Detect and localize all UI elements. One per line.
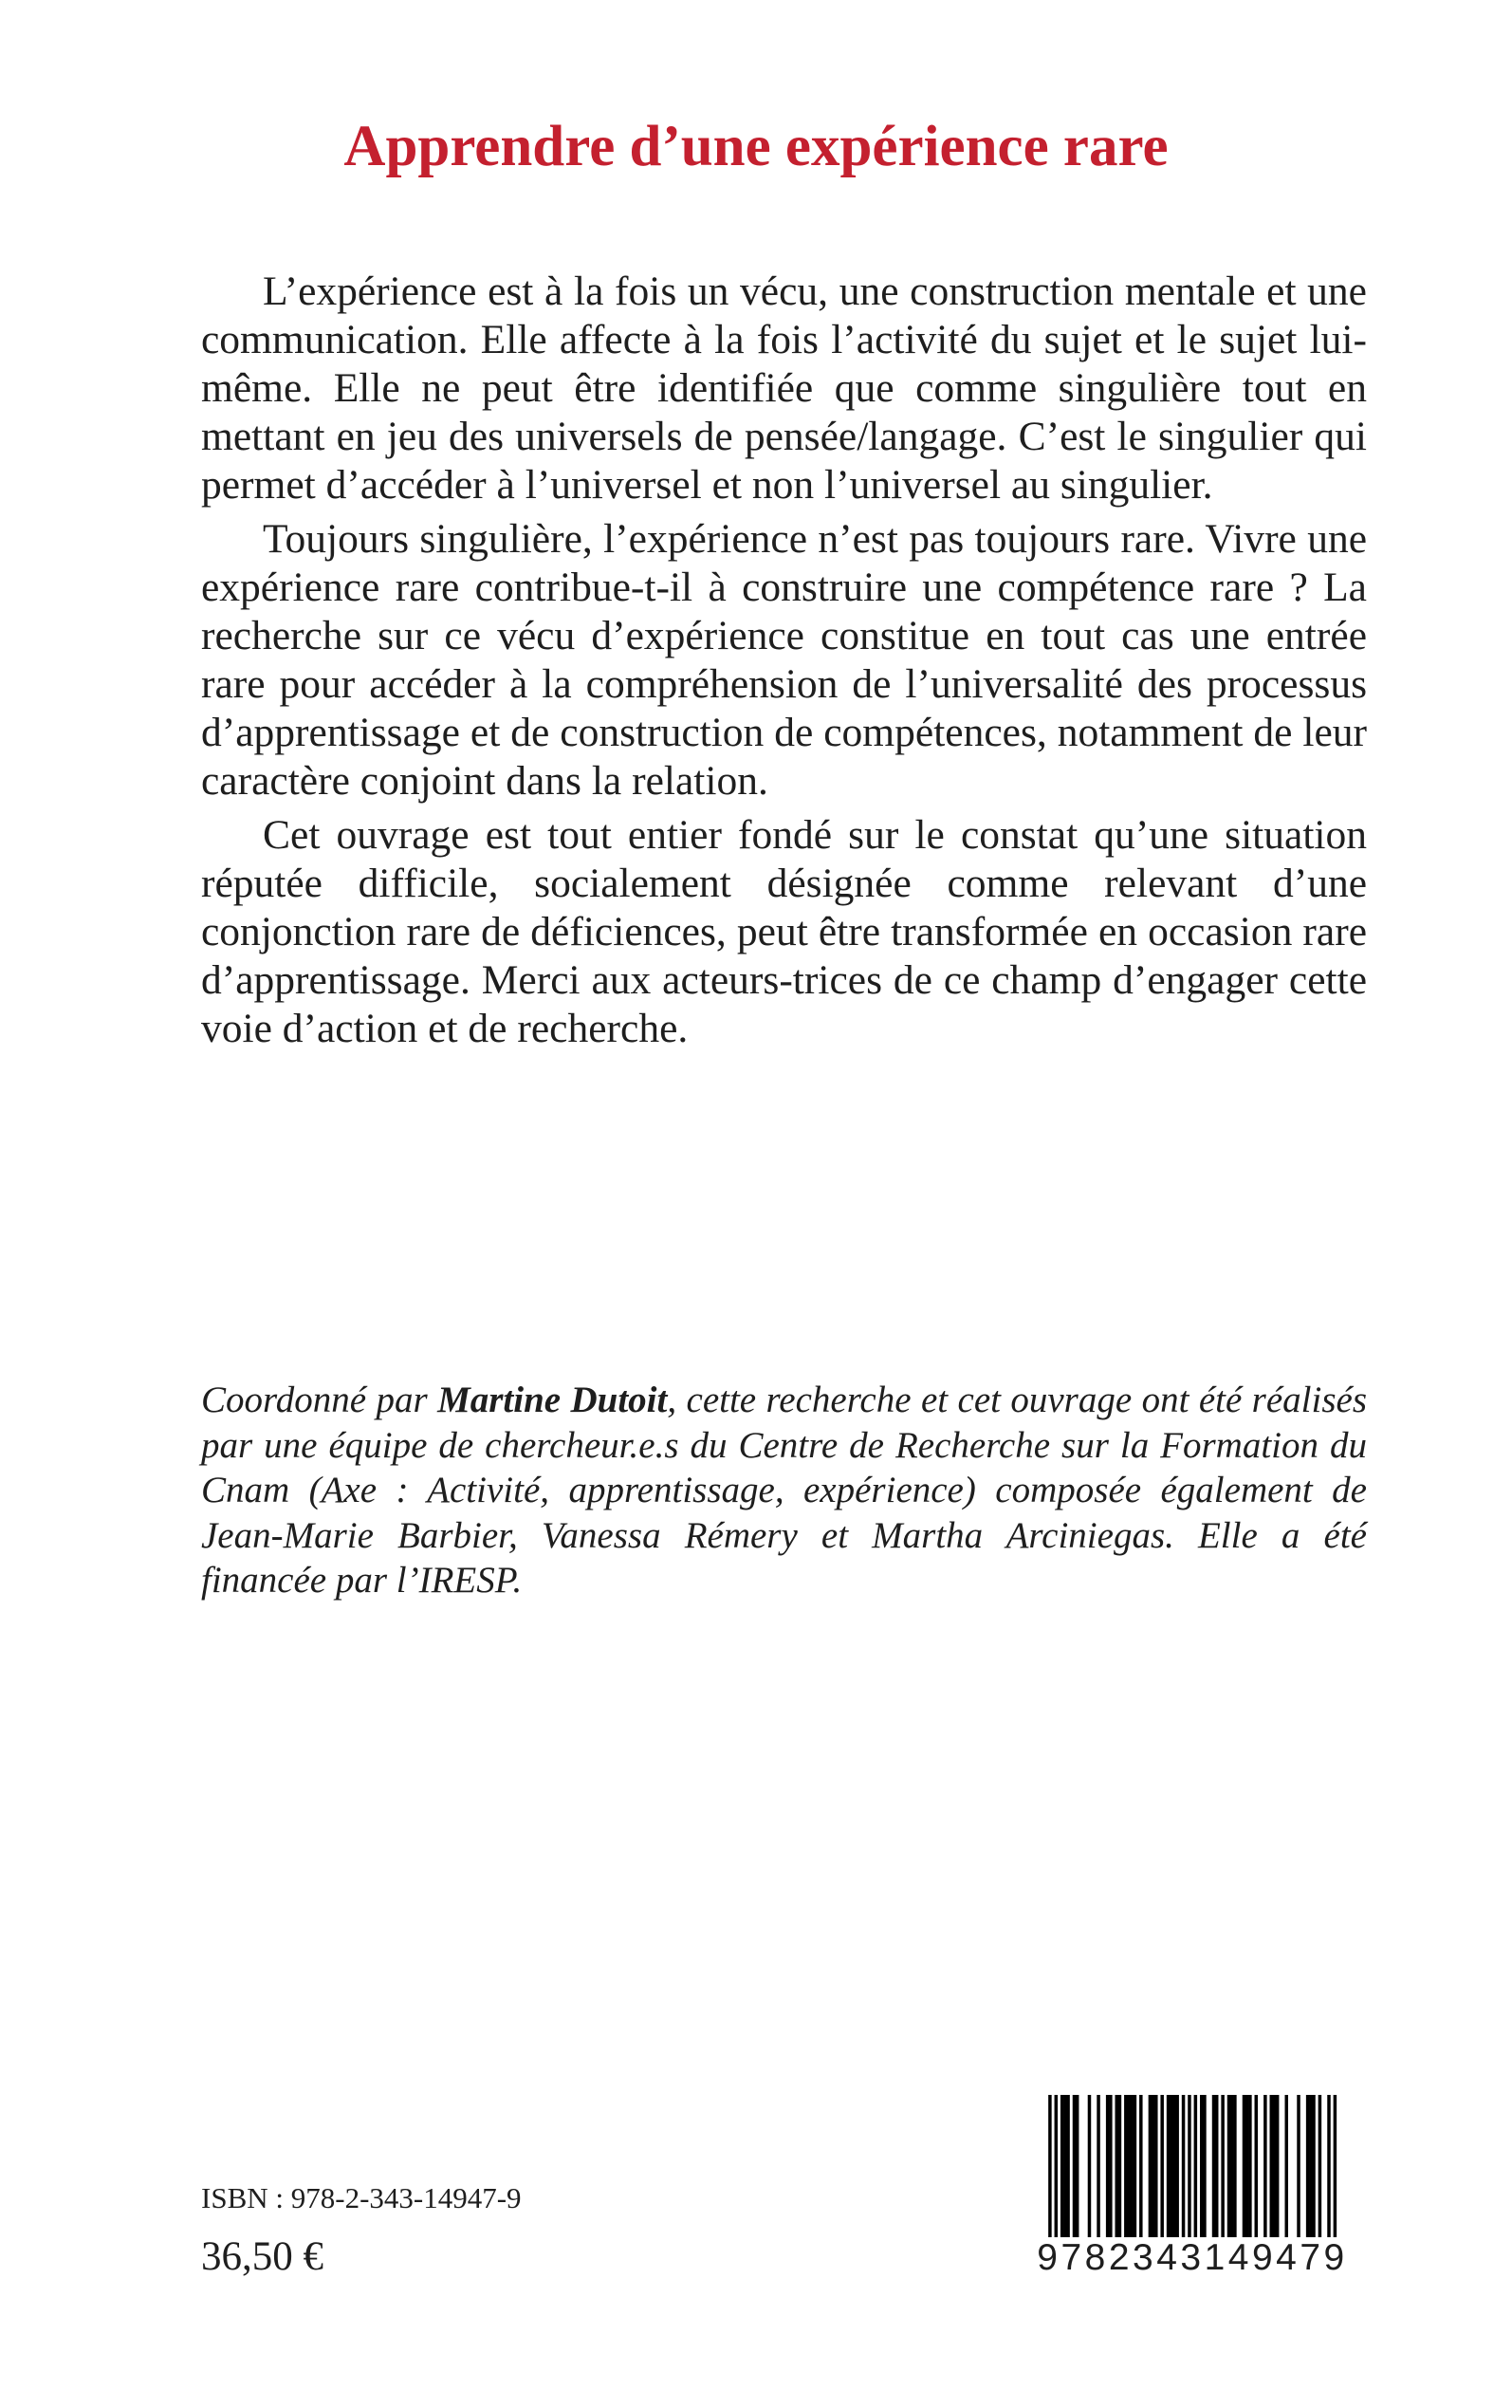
barcode-bar (1215, 2095, 1219, 2237)
barcode-bar (1212, 2095, 1216, 2237)
credit-prefix: Coordonné par (201, 1380, 438, 1420)
barcode-bar (1334, 2095, 1337, 2251)
barcode-bar (1076, 2095, 1079, 2237)
barcode (1015, 2095, 1370, 2278)
barcode-bar (1088, 2095, 1092, 2237)
barcode-bar (1118, 2095, 1122, 2237)
barcode-bar (1127, 2095, 1131, 2237)
barcode-bar (1060, 2095, 1064, 2237)
barcode-bar (1167, 2095, 1171, 2237)
barcode-bar (1097, 2095, 1100, 2237)
barcode-bar (1203, 2095, 1207, 2237)
barcode-bar (1115, 2095, 1118, 2237)
credit-author: Martine Dutoit (437, 1380, 668, 1420)
barcode-bar (1309, 2095, 1313, 2237)
barcode-bar (1055, 2095, 1059, 2251)
barcode-bar (1227, 2095, 1231, 2237)
barcode-bar (1188, 2095, 1191, 2251)
barcode-bar (1066, 2095, 1070, 2237)
barcode-bar (1194, 2095, 1198, 2251)
barcode-bar (1312, 2095, 1316, 2237)
summary-paragraph-2: Toujours singulière, l’expérience n’est pas toujours rare. Vivre une expérience rare contribue-t-il à construire une compétence rare ? La recherche sur ce vécu d’expérience constitue en tout cas une entrée rare pour accéder à la compréhension de l’universalité des processus d’apprentissage et de construction de compétences, notamment de leur caractère conjoint dans la relation. (201, 516, 1367, 804)
barcode-bar (1318, 2095, 1322, 2237)
barcode-bar (1048, 2095, 1052, 2251)
barcode-bar (1149, 2095, 1152, 2237)
barcode-bar (1175, 2095, 1179, 2237)
barcode-bars (1015, 2095, 1370, 2251)
price-label: 36,50 € (201, 2234, 323, 2279)
barcode-bar (1230, 2095, 1234, 2237)
summary-paragraph-3: Cet ouvrage est tout entier fondé sur le constat qu’une situation réputée difficile, socialement désignée comme relevant d’une conjonction rare de déficiences, peut être transformée en occasion rare d’apprentissage. Merci aux acteurs-trices de ce champ d’engager cette voie d’action et de recherche. (201, 812, 1367, 1051)
barcode-bar (1245, 2095, 1249, 2237)
barcode-bar (1297, 2095, 1300, 2237)
barcode-bar (1073, 2095, 1077, 2237)
isbn-label: ISBN : 978-2-343-14947-9 (201, 2181, 522, 2214)
barcode-bar (1139, 2095, 1143, 2237)
barcode-bar (1270, 2095, 1274, 2237)
barcode-bar (1130, 2095, 1134, 2237)
barcode-bar (1172, 2095, 1176, 2237)
barcode-bar (1134, 2095, 1137, 2237)
barcode-bar (1233, 2095, 1237, 2237)
barcode-bar (1109, 2095, 1113, 2237)
barcode-bar (1154, 2095, 1158, 2237)
barcode-bar (1170, 2095, 1173, 2237)
barcode-bar (1273, 2095, 1277, 2237)
barcode-bar (1327, 2095, 1331, 2251)
barcode-bar (1124, 2095, 1128, 2237)
barcode-number: 9782343149479 (1015, 2237, 1370, 2279)
barcode-bar (1263, 2095, 1267, 2237)
barcode-bar (1221, 2095, 1225, 2237)
barcode-bar (1276, 2095, 1280, 2237)
book-title: Apprendre d’une expérience rare (343, 115, 1169, 178)
summary-paragraph-1: L’expérience est à la fois un vécu, une construction mentale et une communication. Elle affecte à la fois l’activité du sujet et le sujet lui-même. Elle ne peut être identifiée que comme singulière tout en mettant en jeu des universels de pensée/langage. C’est le singulier qui permet d’accéder à l’universel et non l’universel au singulier. (201, 269, 1367, 508)
barcode-bar (1152, 2095, 1155, 2237)
credits-note (201, 1378, 1367, 1603)
barcode-bar (1182, 2095, 1186, 2237)
barcode-bar (1063, 2095, 1067, 2237)
back-cover-summary (201, 268, 1367, 1059)
credit-text: , cette recherche et cet ouvrage ont été réalisés par une équipe de chercheur.e.s du Centre de Recherche sur la Formation du Cnam (Axe : Activité, apprentissage, expérience) composée également de Jean-Marie Barbier, Vanessa Rémery et Martha Arciniegas. Elle a été financée par l’IRESP. (201, 1380, 1368, 1601)
barcode-bar (1248, 2095, 1252, 2237)
barcode-bar (1160, 2095, 1164, 2237)
barcode-bar (1106, 2095, 1110, 2237)
barcode-bar (1200, 2095, 1204, 2237)
barcode-bar (1306, 2095, 1310, 2237)
barcode-bar (1285, 2095, 1289, 2237)
barcode-bar (1243, 2095, 1246, 2237)
barcode-bar (1255, 2095, 1259, 2237)
